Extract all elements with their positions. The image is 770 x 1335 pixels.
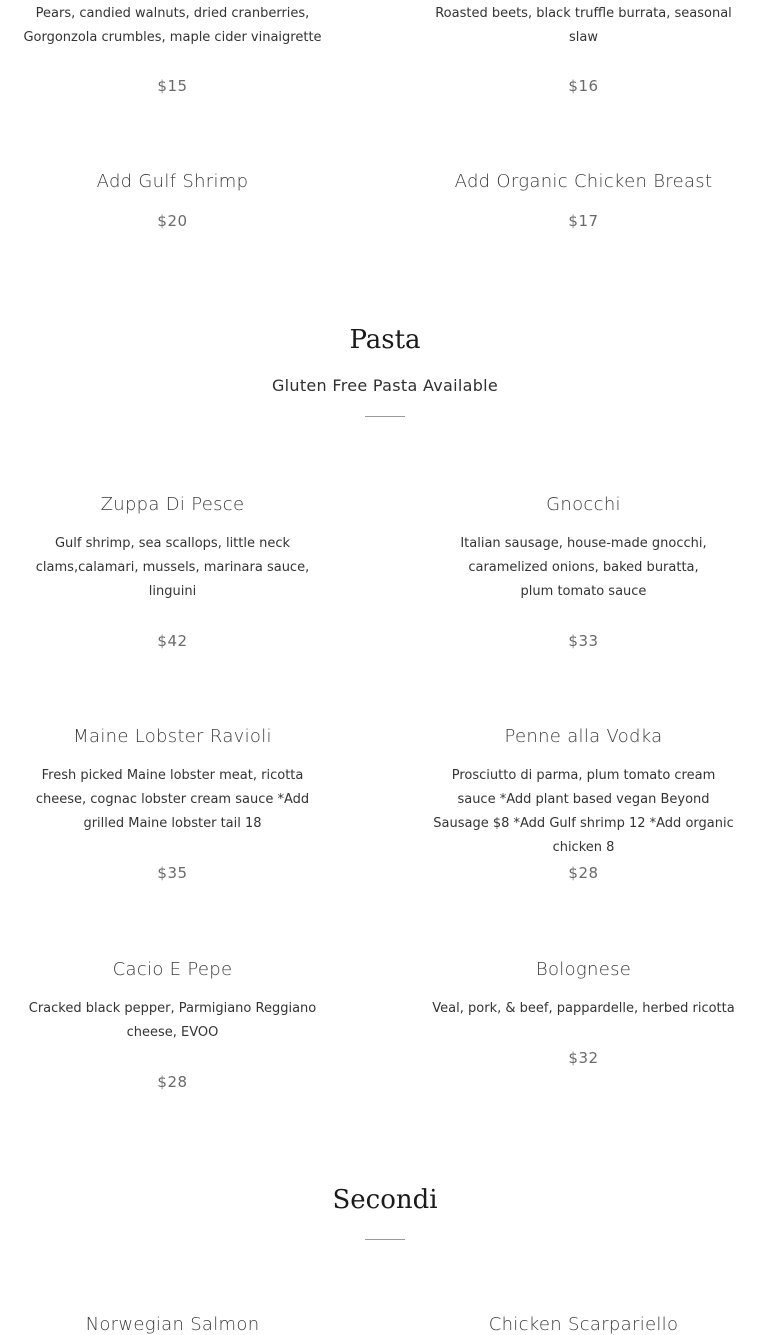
section-divider [365, 416, 405, 417]
menu-item-price: $32 [568, 1049, 599, 1067]
menu-item-description: Veal, pork, & beef, pappardelle, herbed ricotta [432, 1001, 735, 1016]
menu-item-description: Fresh picked Maine lobster meat, ricotta cheese, cognac lobster cream sauce *Add grilled Maine lobster tail 18 [35, 768, 310, 831]
section-subtitle-pasta: Gluten Free Pasta Available [271, 376, 499, 395]
menu-item-price: $28 [157, 1073, 188, 1091]
menu-item-name: Bolognese [535, 959, 632, 980]
menu-item-name: Norwegian Salmon [85, 1314, 260, 1335]
menu-item-description: Prosciutto di parma, plum tomato cream sauce *Add plant based vegan Beyond Sausage $8 *Add Gulf shrimp 12 *Add organic chicken 8 [433, 768, 734, 855]
menu-item-price: $35 [157, 864, 188, 882]
menu-item-name: Zuppa Di Pesce [100, 494, 245, 515]
addon-price: $17 [568, 212, 599, 230]
menu-item-description: Roasted beets, black truffle burrata, seasonal slaw [435, 6, 732, 45]
addon-price: $20 [157, 212, 188, 230]
menu-item-description: Cracked black pepper, Parmigiano Reggiano cheese, EVOO [28, 1001, 317, 1040]
menu-item-price: $28 [568, 864, 599, 882]
menu-item-name: Maine Lobster Ravioli [73, 726, 272, 747]
section-title-secondi: Secondi [332, 1185, 438, 1215]
menu-item-description: Pears, candied walnuts, dried cranberries, Gorgonzola crumbles, maple cider vinaigrette [23, 6, 322, 45]
menu-item-description: Italian sausage, house-made gnocchi, caramelized onions, baked buratta, plum tomato sauce [460, 536, 707, 599]
menu-item-name: Gnocchi [546, 494, 621, 515]
menu-item-description: Gulf shrimp, sea scallops, little neck clams,calamari, mussels, marinara sauce, linguini [35, 536, 310, 599]
addon-name: Add Organic Chicken Breast [454, 171, 713, 192]
menu-item-name: Penne alla Vodka [504, 726, 663, 747]
menu-item-price: $42 [157, 632, 188, 650]
section-divider [365, 1239, 405, 1240]
menu-item-name: Cacio E Pepe [112, 959, 233, 980]
section-title-pasta: Pasta [349, 325, 421, 355]
addon-name: Add Gulf Shrimp [96, 171, 249, 192]
menu-item-price: $15 [157, 77, 188, 95]
menu-item-name: Chicken Scarpariello [488, 1314, 679, 1335]
menu-item-price: $33 [568, 632, 599, 650]
menu-item-price: $16 [568, 77, 599, 95]
